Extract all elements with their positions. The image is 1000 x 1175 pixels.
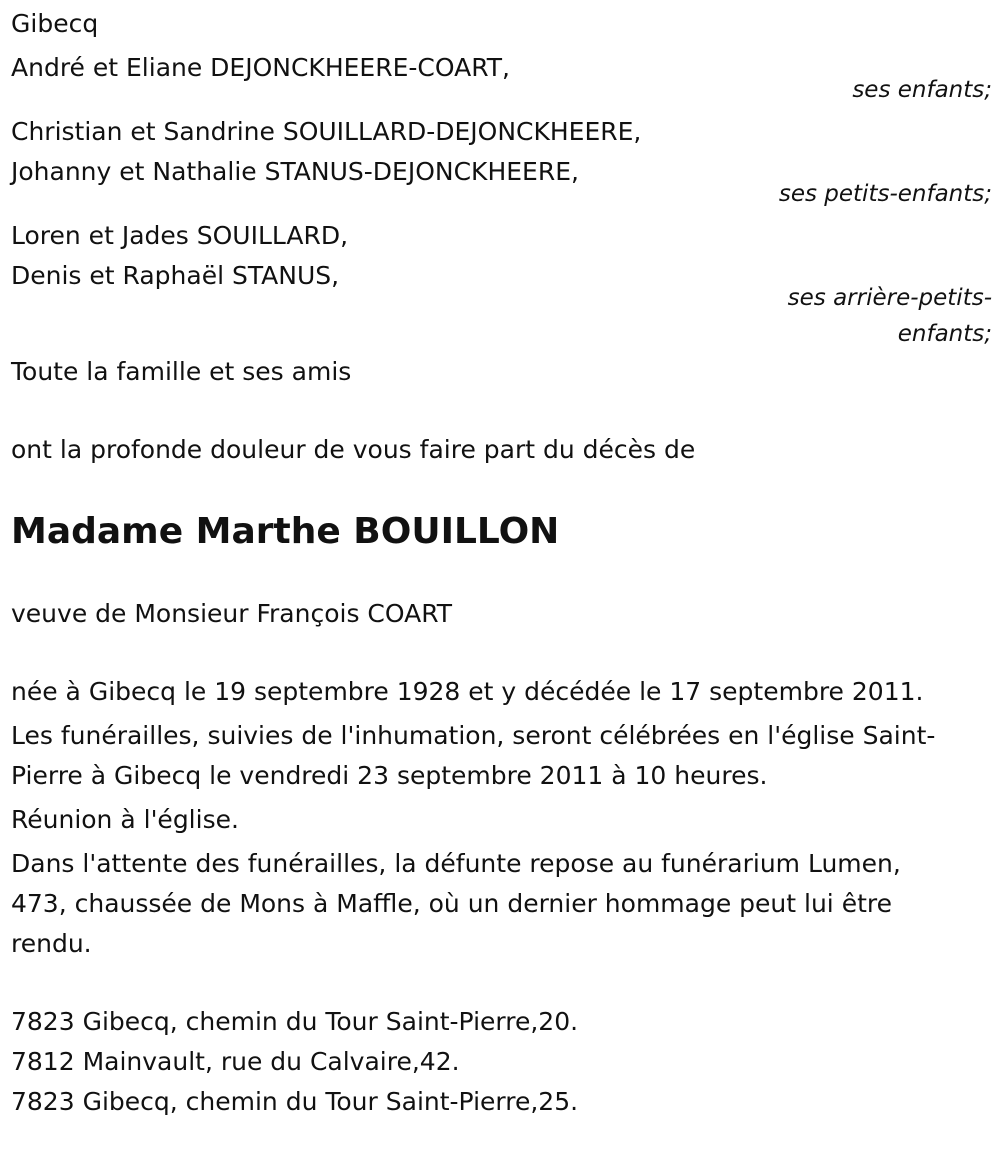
address-2: 7812 Mainvault, rue du Calvaire,42. [11,1047,460,1076]
place-heading: Gibecq [11,9,99,38]
grandchildren-names-1: Christian et Sandrine SOUILLARD-DEJONCKHEERE, [11,117,642,146]
funeral-line-2: Pierre à Gibecq le vendredi 23 septembre 2011 à 10 heures. [11,761,768,790]
spacer [11,556,992,594]
funeral-line-1: Les funérailles, suivies de l'inhumation, seront célébrées en l'église Saint- [11,721,936,750]
deceased-name: Madame Marthe BOUILLON [11,511,560,552]
meeting-line: Réunion à l'église. [11,805,239,834]
grandchildren-names-2: Johanny et Nathalie STANUS-DEJONCKHEERE, [11,157,579,186]
birth-death-line: née à Gibecq le 19 septembre 1928 et y décédée le 17 septembre 2011. [11,677,924,706]
spacer [11,964,992,1002]
grandchildren-role: ses petits-enfants; [778,181,992,207]
rest-line-3: rendu. [11,929,92,958]
address-1: 7823 Gibecq, chemin du Tour Saint-Pierre,20. [11,1007,579,1036]
great-grandchildren-names-1: Loren et Jades SOUILLARD, [11,221,349,250]
address-3: 7823 Gibecq, chemin du Tour Saint-Pierre,25. [11,1087,579,1116]
announcement-line: ont la profonde douleur de vous faire part du décès de [11,435,696,464]
family-line: Toute la famille et ses amis [11,357,352,386]
great-grandchildren-names-2: Denis et Raphaël STANUS, [11,261,340,290]
children-names: André et Eliane DEJONCKHEERE-COART, [11,53,510,82]
great-grandchildren-role-1: ses arrière-petits- [787,285,992,311]
widow-of-line: veuve de Monsieur François COART [11,599,453,628]
children-role: ses enfants; [852,77,992,103]
spacer [11,634,992,672]
great-grandchildren-role-2: enfants; [897,321,992,347]
rest-line-1: Dans l'attente des funérailles, la défunte repose au funérarium Lumen, [11,849,901,878]
rest-line-2: 473, chaussée de Mons à Maffle, où un dernier hommage peut lui être [11,889,892,918]
spacer [11,470,992,508]
spacer [11,392,992,430]
